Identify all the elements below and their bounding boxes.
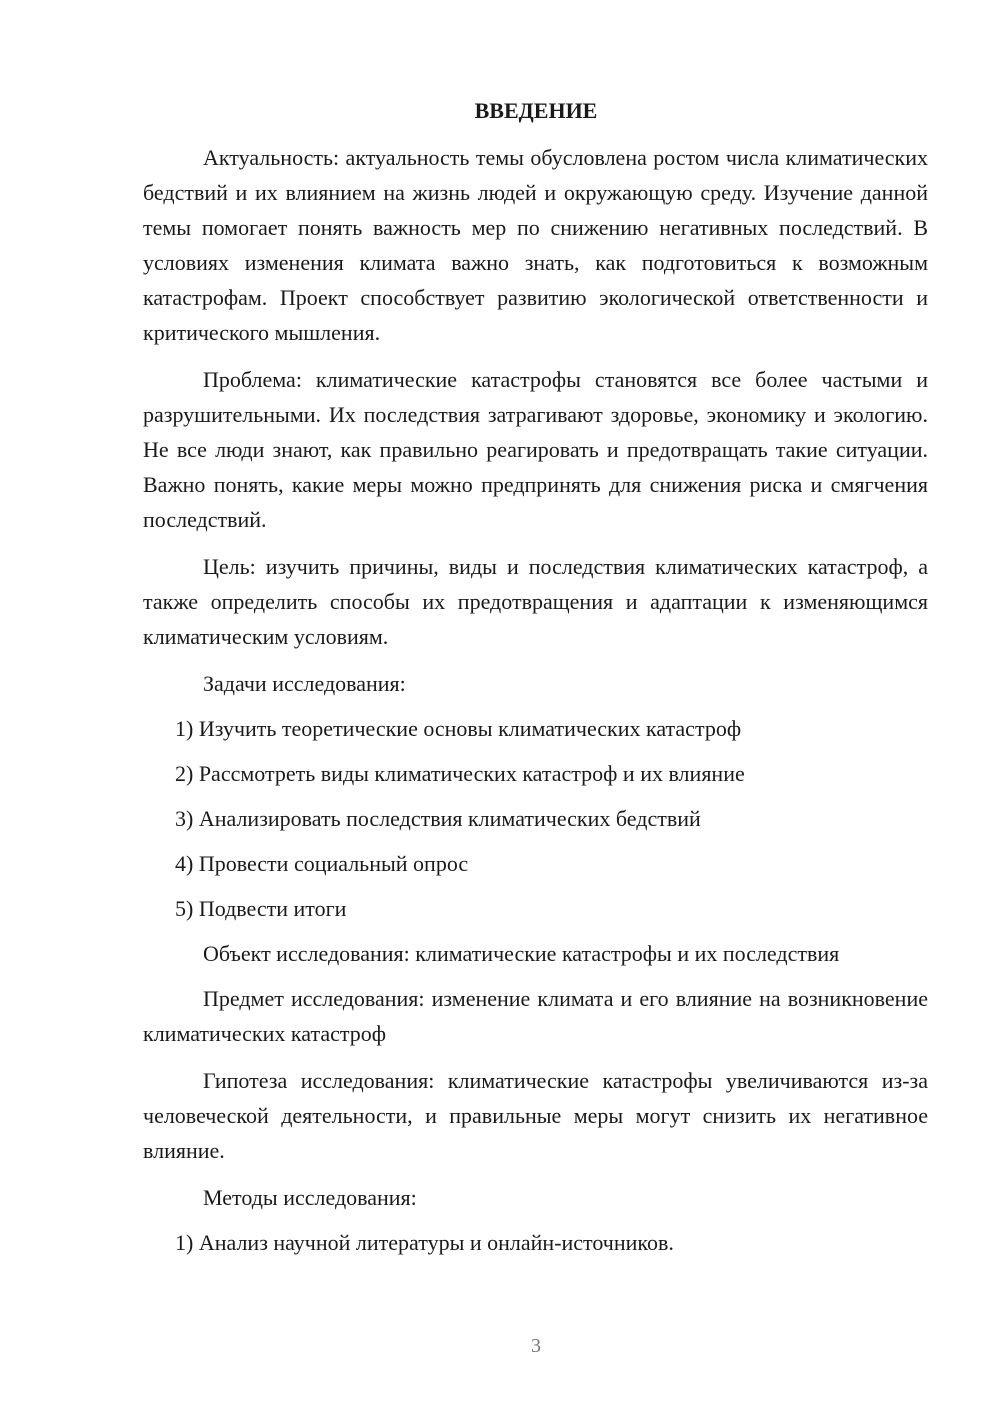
task-item-5: 5) Подвести итоги <box>175 896 347 921</box>
tasks-heading: Задачи исследования: <box>203 671 406 696</box>
task-item-2: 2) Рассмотреть виды климатических катастроф и их влияние <box>175 761 745 786</box>
page-number: 3 <box>531 1335 541 1357</box>
section-title: ВВЕДЕНИЕ <box>474 98 598 123</box>
relevance-paragraph: Актуальность: актуальность темы обусловлена ростом числа климатических бедствий и их влиянием на жизнь людей и окружающую среду. Изучение данной темы помогает понять важность мер по снижению негативных последствий. В условиях изменения климата важно знать, как подготовиться к возможным катастрофам. Проект способствует развитию экологической ответственности и критического мышления. <box>143 145 928 345</box>
method-item-1: 1) Анализ научной литературы и онлайн-источников. <box>175 1230 674 1255</box>
subject-paragraph: Предмет исследования: изменение климата и его влияние на возникновение климатических катастроф <box>143 986 928 1046</box>
document-body <box>143 140 928 1270</box>
methods-heading: Методы исследования: <box>203 1185 417 1210</box>
problem-paragraph: Проблема: климатические катастрофы становятся все более частыми и разрушительными. Их последствия затрагивают здоровье, экономику и экологию. Не все люди знают, как правильно реагировать и предотвращать такие ситуации. Важно понять, какие меры можно предпринять для снижения риска и смягчения последствий. <box>143 367 928 532</box>
task-item-1: 1) Изучить теоретические основы климатических катастроф <box>175 716 742 741</box>
hypothesis-paragraph: Гипотеза исследования: климатические катастрофы увеличиваются из-за человеческой деятельности, и правильные меры могут снизить их негативное влияние. <box>143 1068 928 1163</box>
goal-paragraph: Цель: изучить причины, виды и последствия климатических катастроф, а также определить способы их предотвращения и адаптации к изменяющимся климатическим условиям. <box>143 554 928 649</box>
object-line: Объект исследования: климатические катастрофы и их последствия <box>203 941 840 966</box>
task-item-4: 4) Провести социальный опрос <box>175 851 469 876</box>
task-item-3: 3) Анализировать последствия климатических бедствий <box>175 806 701 831</box>
